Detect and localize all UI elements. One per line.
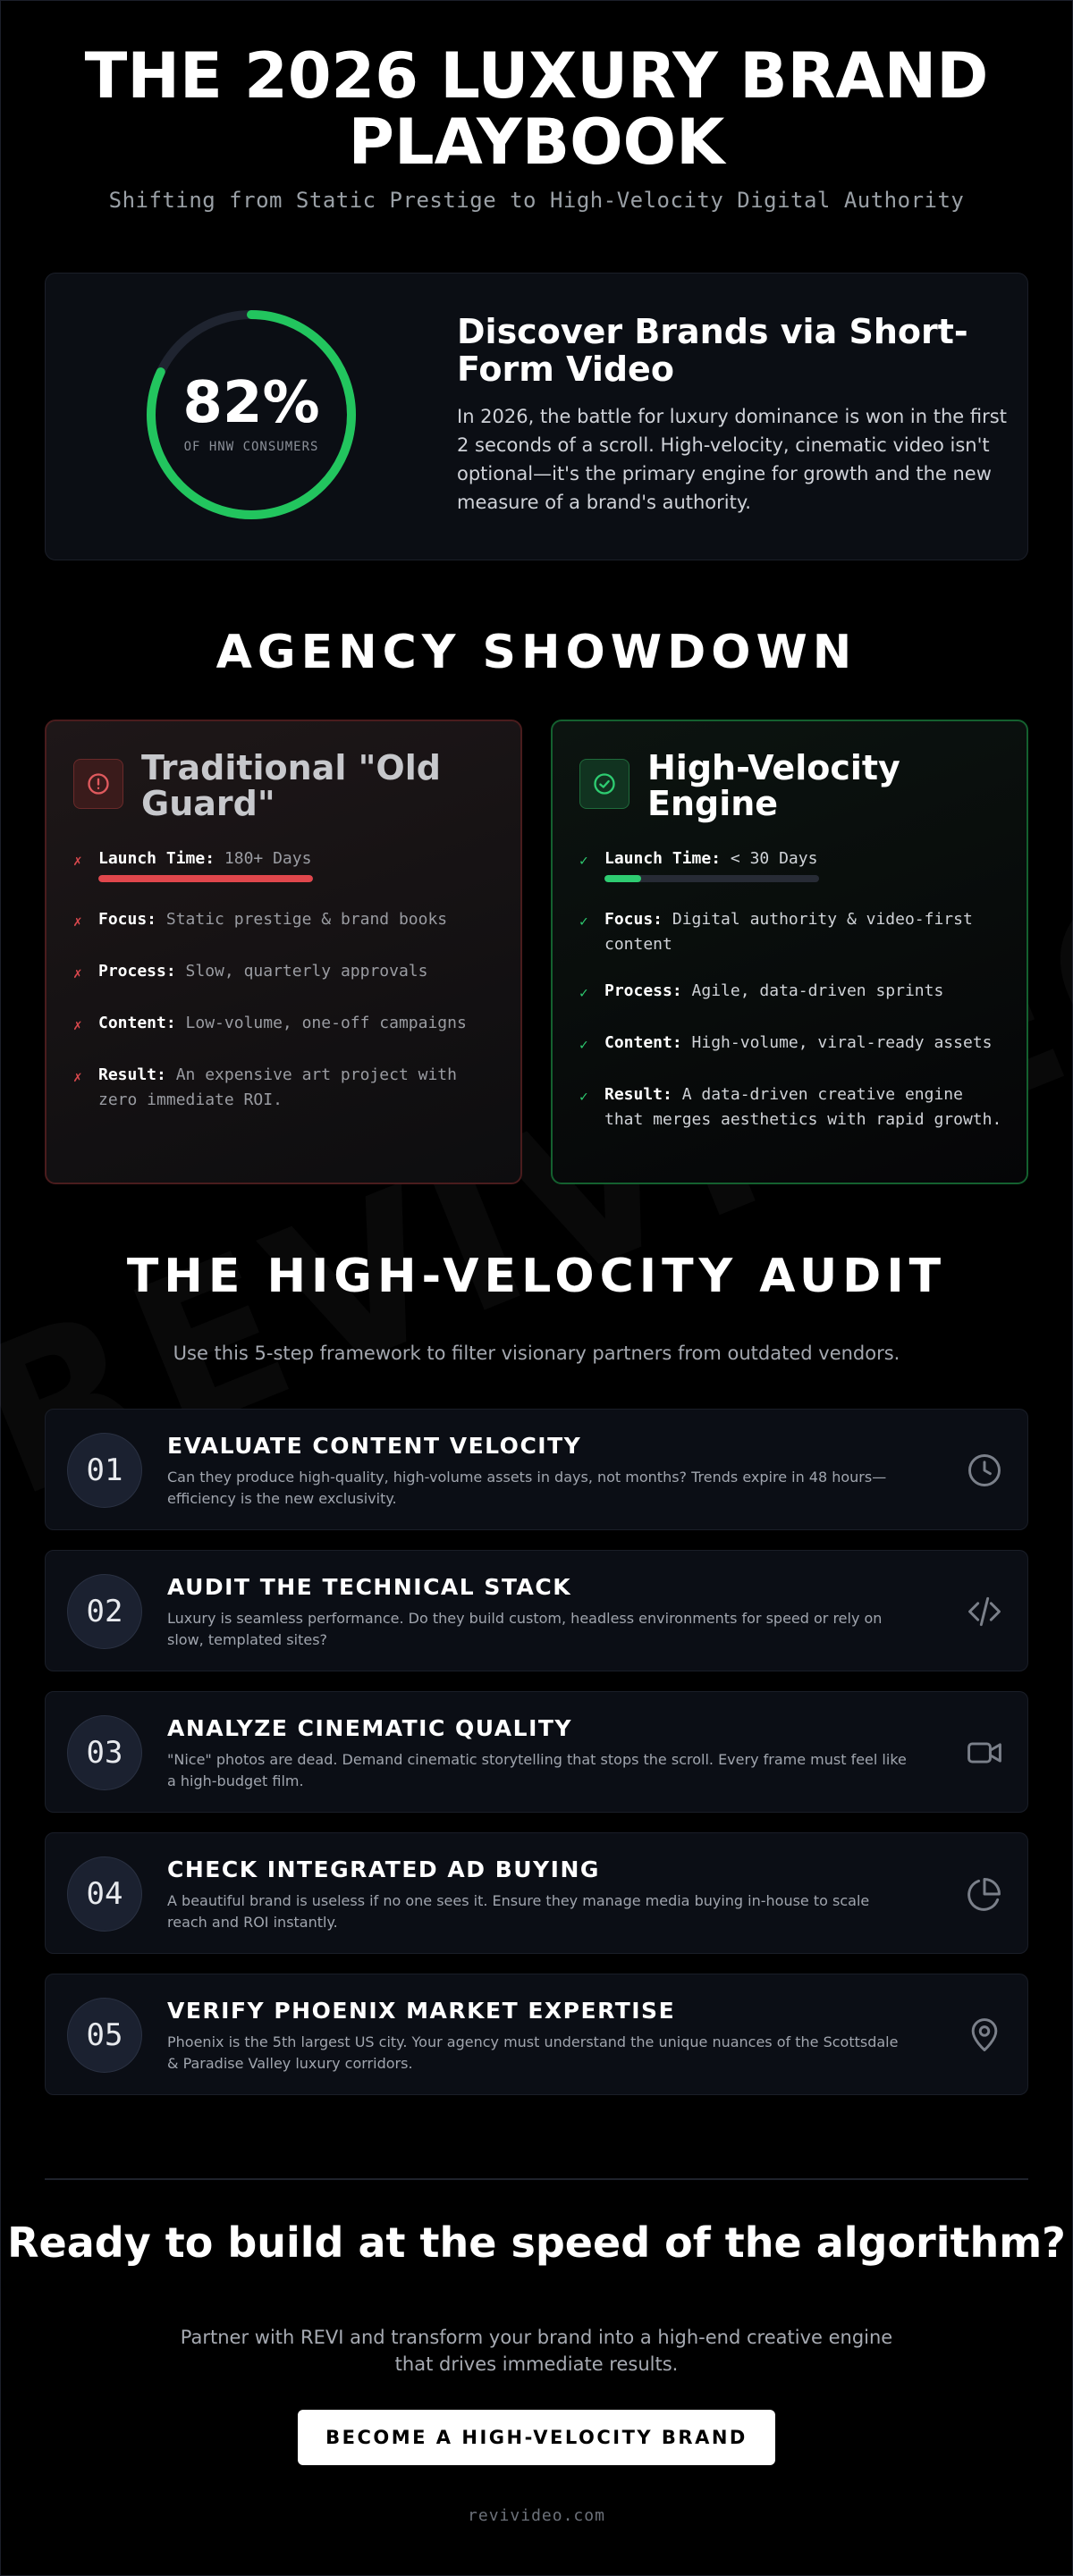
map-pin-icon — [965, 2016, 1004, 2055]
check-mark-icon: ✓ — [579, 984, 588, 1001]
old-guard-launch-bar — [98, 875, 313, 882]
item-label: Focus: — [604, 910, 663, 929]
old-guard-item — [73, 907, 503, 932]
old-guard-title: Traditional "Old Guard" — [141, 748, 441, 823]
x-mark-icon: ✗ — [73, 1016, 82, 1033]
step-description: Luxury is seamless performance. Do they build custom, headless environments for speed or rely on slow, templated sites? — [167, 1610, 883, 1648]
check-mark-icon: ✓ — [579, 913, 588, 930]
video-icon — [965, 1733, 1004, 1772]
check-circle-icon — [579, 759, 629, 809]
x-mark-icon: ✗ — [73, 913, 82, 930]
audit-step — [45, 1974, 1028, 2095]
item-value: High-volume, viral-ready assets — [691, 1033, 993, 1052]
item-label: Result: — [604, 1085, 672, 1104]
item-label: Launch Time: — [98, 849, 215, 868]
step-description: "Nice" photos are dead. Demand cinematic storytelling that stops the scroll. Every frame must feel like a high-budget film. — [167, 1751, 907, 1789]
high-velocity-item — [579, 907, 1009, 957]
old-guard-launch-item — [73, 846, 503, 871]
old-guard-item — [73, 1063, 503, 1113]
x-mark-icon: ✗ — [73, 852, 82, 869]
stat-body: In 2026, the battle for luxury dominance is won in the first 2 seconds of a scroll. High-velocity, cinematic video isn't optional—it's the primary engine for growth and the new measure of a brand's authority. — [457, 406, 1007, 513]
step-description: A beautiful brand is useless if no one sees it. Ensure they manage media buying in-house to scale reach and ROI instantly. — [167, 1892, 870, 1931]
audit-step — [45, 1832, 1028, 1954]
item-label: Content: — [604, 1033, 682, 1052]
stat-value: 82% — [182, 370, 320, 436]
clock-icon — [965, 1451, 1004, 1490]
page-subtitle: Shifting from Static Prestige to High-Velocity Digital Authority — [108, 188, 965, 213]
item-label: Launch Time: — [604, 849, 722, 868]
item-value: Agile, data-driven sprints — [691, 981, 944, 1000]
showdown-title: AGENCY SHOWDOWN — [215, 626, 858, 679]
page-title: THE 2026 LUXURY BRAND PLAYBOOK — [84, 39, 989, 179]
check-mark-icon: ✓ — [579, 852, 588, 869]
step-title: VERIFY PHOENIX MARKET EXPERTISE — [167, 1998, 676, 2024]
item-value: Digital authority & video-first content — [604, 910, 973, 954]
high-velocity-launch-bar — [604, 875, 819, 882]
high-velocity-title: High-Velocity Engine — [647, 748, 900, 823]
high-velocity-launch-item — [579, 846, 1009, 871]
step-description: Phoenix is the 5th largest US city. Your agency must understand the unique nuances of the Scottsdale & Paradise Valley luxury corridors. — [167, 2033, 899, 2072]
section-divider — [45, 2178, 1028, 2180]
step-number: 05 — [67, 1998, 142, 2073]
old-guard-item — [73, 1011, 503, 1036]
stat-card — [45, 273, 1028, 560]
step-number: 02 — [67, 1574, 142, 1649]
audit-intro: Use this 5-step framework to filter visionary partners from outdated vendors. — [173, 1343, 900, 1364]
pie-chart-icon — [965, 1874, 1004, 1914]
footer-site-link[interactable]: revivideo.com — [468, 2506, 605, 2525]
cta-title: Ready to build at the speed of the algorithm? — [7, 2218, 1066, 2267]
item-value: A data-driven creative engine that merges aesthetics with rapid growth. — [604, 1085, 1002, 1129]
code-icon — [965, 1592, 1004, 1631]
x-mark-icon: ✗ — [73, 1068, 82, 1085]
item-value: Static prestige & brand books — [165, 910, 448, 929]
step-title: CHECK INTEGRATED AD BUYING — [167, 1856, 600, 1882]
stat-heading: Discover Brands via Short-Form Video — [457, 312, 968, 389]
become-high-velocity-button[interactable]: BECOME A HIGH-VELOCITY BRAND — [298, 2410, 775, 2465]
high-velocity-item — [579, 1082, 1009, 1132]
item-value: 180+ Days — [224, 849, 312, 868]
item-label: Content: — [98, 1014, 176, 1032]
step-number: 03 — [67, 1715, 142, 1790]
item-label: Result: — [98, 1065, 166, 1084]
x-mark-icon: ✗ — [73, 964, 82, 981]
step-number: 04 — [67, 1856, 142, 1932]
high-velocity-item — [579, 1031, 1009, 1056]
item-value: < 30 Days — [730, 849, 818, 868]
cta-body: Partner with REVI and transform your brand into a high-end creative engine that drives immediate results. — [180, 2327, 893, 2375]
step-title: EVALUATE CONTENT VELOCITY — [167, 1433, 582, 1459]
item-label: Process: — [98, 962, 176, 981]
alert-circle-icon — [73, 759, 123, 809]
audit-step — [45, 1550, 1028, 1671]
check-mark-icon: ✓ — [579, 1036, 588, 1053]
high-velocity-item — [579, 979, 1009, 1004]
stat-label: OF HNW CONSUMERS — [183, 440, 319, 454]
item-label: Focus: — [98, 910, 157, 929]
step-title: AUDIT THE TECHNICAL STACK — [167, 1574, 572, 1600]
old-guard-item — [73, 959, 503, 984]
item-value: An expensive art project with zero immediate ROI. — [98, 1065, 457, 1109]
launch-bar-fill — [98, 875, 313, 882]
audit-step — [45, 1691, 1028, 1813]
item-label: Process: — [604, 981, 682, 1000]
step-description: Can they produce high-quality, high-volume assets in days, not months? Trends expire in 48 hours—efficiency is the new exclusivity. — [167, 1469, 887, 1507]
step-number: 01 — [67, 1433, 142, 1508]
audit-step — [45, 1409, 1028, 1530]
check-mark-icon: ✓ — [579, 1088, 588, 1105]
old-guard-card — [45, 720, 522, 1184]
launch-bar-fill — [604, 875, 641, 882]
high-velocity-card — [551, 720, 1028, 1184]
audit-title: THE HIGH-VELOCITY AUDIT — [126, 1250, 947, 1303]
item-value: Low-volume, one-off campaigns — [185, 1014, 467, 1032]
item-value: Slow, quarterly approvals — [185, 962, 428, 981]
step-title: ANALYZE CINEMATIC QUALITY — [167, 1715, 573, 1741]
